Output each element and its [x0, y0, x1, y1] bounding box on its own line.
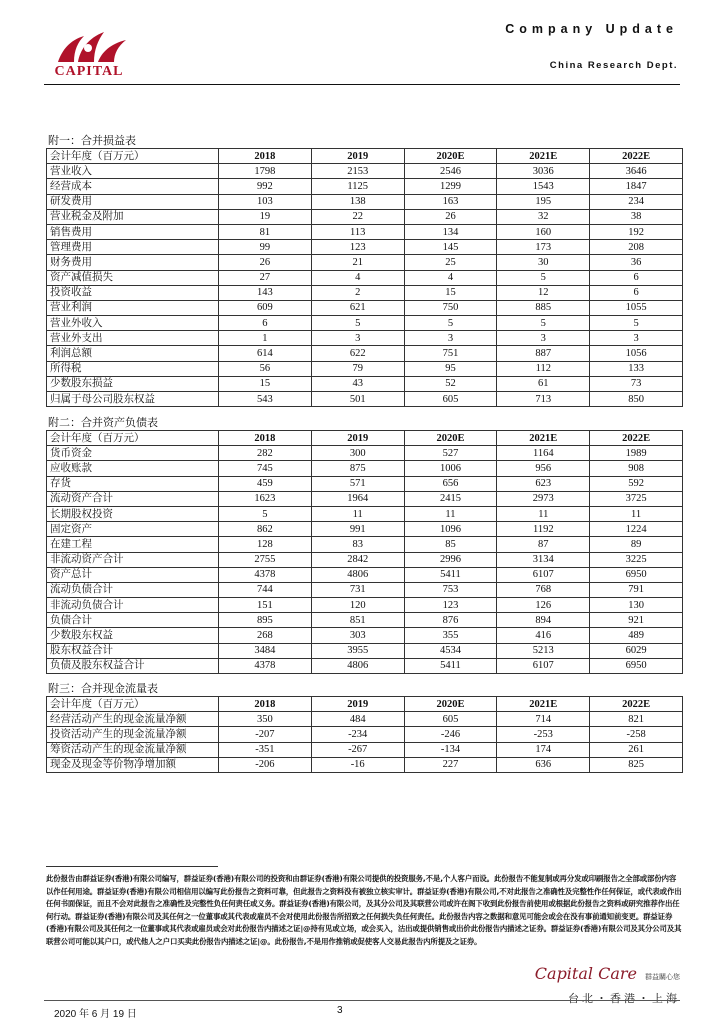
table-cell: 350 — [219, 712, 312, 727]
row-label: 营业收入 — [47, 164, 219, 179]
table-cell: 605 — [404, 712, 497, 727]
income-statement-caption: 附一：合并损益表 — [48, 135, 136, 147]
table-cell: 21 — [311, 255, 404, 270]
row-label: 营业利润 — [47, 300, 219, 315]
logo-wordmark: CAPITAL — [54, 64, 124, 79]
column-header-year: 2019 — [311, 149, 404, 164]
column-header-year: 2018 — [219, 149, 312, 164]
table-cell: 1224 — [590, 522, 683, 537]
table-cell: 300 — [311, 446, 404, 461]
report-type-title: Company Update — [505, 22, 678, 36]
page-number: 3 — [337, 1005, 343, 1016]
table-cell: 173 — [497, 240, 590, 255]
table-cell: 2842 — [311, 552, 404, 567]
table-row — [47, 194, 683, 209]
table-cell: 4378 — [219, 567, 312, 582]
column-header-year: 2021E — [497, 149, 590, 164]
table-cell: -16 — [311, 757, 404, 772]
department-label: China Research Dept. — [549, 60, 678, 71]
row-label: 管理费用 — [47, 240, 219, 255]
table-cell: 825 — [590, 757, 683, 772]
table-row — [47, 331, 683, 346]
row-label: 非流动资产合计 — [47, 552, 219, 567]
table-row — [47, 461, 683, 476]
income-statement-table — [46, 148, 683, 407]
row-label: 固定资产 — [47, 522, 219, 537]
row-label: 投资收益 — [47, 285, 219, 300]
row-label: 在建工程 — [47, 537, 219, 552]
table-cell: 956 — [497, 461, 590, 476]
table-cell: 4534 — [404, 643, 497, 658]
table-row — [47, 240, 683, 255]
row-label: 流动资产合计 — [47, 491, 219, 506]
table-cell: 731 — [311, 582, 404, 597]
row-label: 资产总计 — [47, 567, 219, 582]
table-cell: 1 — [219, 331, 312, 346]
table-cell: 5213 — [497, 643, 590, 658]
table-cell: 5 — [497, 316, 590, 331]
table-cell: 61 — [497, 376, 590, 391]
table-row — [47, 552, 683, 567]
cash-flow-caption: 附三：合并现金流量表 — [48, 683, 158, 695]
table-cell: -206 — [219, 757, 312, 772]
table-row — [47, 522, 683, 537]
table-cell: 103 — [219, 194, 312, 209]
table-row — [47, 727, 683, 742]
table-cell: 5 — [497, 270, 590, 285]
column-header-year: 2019 — [311, 431, 404, 446]
table-cell: 908 — [590, 461, 683, 476]
table-row — [47, 164, 683, 179]
table-cell: 163 — [404, 194, 497, 209]
table-cell: 3 — [311, 331, 404, 346]
table-row — [47, 316, 683, 331]
legal-disclaimer: 此份报告由群益证券(香港)有限公司编写，群益证券(香港)有限公司的投资和由群证券(香港)有限公司提供的投资服务,不是,个人客户而设。此份报告不能复制或再分发或印刷报告之全部或部份内容以作任何用途。群益证券(香港)有限公司相信用以编写此份报告之资料可靠，但此报告之资料没有被独立核实审计。群益证券(香港)有限公司,不对此报告之准确性及完整性作任何保证，或代表或作出任何书面保证，而且不会对此报告之准确性及完整性负任何责任或义务。群益证券(香港)有限公司，及其分公司及其联营公司或许在阁下收到此份报告前使用或根据此份报告之资料或研究推荐作出任何行动。群益证券(香港)有限公司及其任何之一位董事或其代表或雇员不会对使用此份报告所招致之任何损失负任何责任。此份报告内容之数据和意见可能会或会在没有事前通知前变更。群益证券(香港)有限公司及其任何之一位董事或其代表或雇员或会对此份报告内描述之证|@持有见或立场，或会买入，沽出或提供销售或出价此份报告内描述之证券。群益证券(香港)有限公司及其分公司及其联营公司可能以其户口，或代他人之户口买卖此份报告内描述之证|@。此份报告,不是用作推销或促使客人交易此报告内所提及之证券。 — [46, 874, 682, 946]
table-cell: 5 — [404, 316, 497, 331]
row-label: 少数股东权益 — [47, 628, 219, 643]
brand-cities: 台北・香港・上海 — [568, 992, 680, 1005]
table-row — [47, 476, 683, 491]
table-cell: 2415 — [404, 491, 497, 506]
table-cell: 4806 — [311, 658, 404, 673]
column-header-label: 会计年度（百万元） — [47, 149, 219, 164]
row-label: 归属于母公司股东权益 — [47, 392, 219, 407]
table-cell: -253 — [497, 727, 590, 742]
table-row — [47, 506, 683, 521]
table-cell: 123 — [311, 240, 404, 255]
table-cell: 6950 — [590, 567, 683, 582]
table-cell: 609 — [219, 300, 312, 315]
table-cell: 3646 — [590, 164, 683, 179]
table-cell: 268 — [219, 628, 312, 643]
table-cell: 2755 — [219, 552, 312, 567]
table-cell: 1543 — [497, 179, 590, 194]
table-cell: 3036 — [497, 164, 590, 179]
table-cell: 6107 — [497, 658, 590, 673]
table-cell: 750 — [404, 300, 497, 315]
table-row — [47, 346, 683, 361]
table-cell: 11 — [311, 506, 404, 521]
table-cell: 174 — [497, 742, 590, 757]
row-label: 存货 — [47, 476, 219, 491]
table-row — [47, 209, 683, 224]
table-cell: 56 — [219, 361, 312, 376]
table-cell: 151 — [219, 598, 312, 613]
table-row — [47, 598, 683, 613]
table-cell: 3 — [590, 331, 683, 346]
table-cell: -234 — [311, 727, 404, 742]
table-cell: 713 — [497, 392, 590, 407]
table-cell: 623 — [497, 476, 590, 491]
cash-flow-table — [46, 696, 683, 773]
table-cell: 12 — [497, 285, 590, 300]
table-cell: 32 — [497, 209, 590, 224]
table-cell: 27 — [219, 270, 312, 285]
table-cell: 19 — [219, 209, 312, 224]
balance-sheet-table — [46, 430, 683, 674]
table-row — [47, 255, 683, 270]
column-header-year: 2019 — [311, 697, 404, 712]
table-cell: 133 — [590, 361, 683, 376]
table-row — [47, 643, 683, 658]
table-cell: 208 — [590, 240, 683, 255]
table-cell: 87 — [497, 537, 590, 552]
table-cell: 195 — [497, 194, 590, 209]
table-cell: 282 — [219, 446, 312, 461]
row-label: 所得税 — [47, 361, 219, 376]
table-cell: 1964 — [311, 491, 404, 506]
table-cell: 876 — [404, 613, 497, 628]
table-cell: -258 — [590, 727, 683, 742]
table-cell: 26 — [219, 255, 312, 270]
table-cell: 714 — [497, 712, 590, 727]
table-cell: 4806 — [311, 567, 404, 582]
table-cell: 3 — [404, 331, 497, 346]
table-row — [47, 712, 683, 727]
table-row — [47, 537, 683, 552]
row-label: 利润总额 — [47, 346, 219, 361]
table-cell: 2996 — [404, 552, 497, 567]
table-cell: 5 — [311, 316, 404, 331]
table-cell: -267 — [311, 742, 404, 757]
table-cell: 26 — [404, 209, 497, 224]
column-header-year: 2022E — [590, 697, 683, 712]
table-cell: 22 — [311, 209, 404, 224]
table-cell: 543 — [219, 392, 312, 407]
table-row — [47, 224, 683, 239]
table-cell: 73 — [590, 376, 683, 391]
table-cell: 4378 — [219, 658, 312, 673]
row-label: 销售费用 — [47, 224, 219, 239]
table-cell: 1055 — [590, 300, 683, 315]
balance-sheet-section — [46, 416, 682, 674]
table-cell: 138 — [311, 194, 404, 209]
table-row — [47, 361, 683, 376]
table-cell: 744 — [219, 582, 312, 597]
footnote-rule — [46, 866, 218, 867]
table-cell: 6029 — [590, 643, 683, 658]
table-cell: 85 — [404, 537, 497, 552]
table-cell: 3 — [497, 331, 590, 346]
table-cell: 592 — [590, 476, 683, 491]
table-cell: 355 — [404, 628, 497, 643]
table-cell: 622 — [311, 346, 404, 361]
row-label: 长期股权投资 — [47, 506, 219, 521]
table-cell: 143 — [219, 285, 312, 300]
table-row — [47, 392, 683, 407]
table-cell: 160 — [497, 224, 590, 239]
table-cell: 261 — [590, 742, 683, 757]
table-row — [47, 300, 683, 315]
column-header-year: 2020E — [404, 431, 497, 446]
table-cell: 5411 — [404, 567, 497, 582]
table-cell: 52 — [404, 376, 497, 391]
table-cell: -207 — [219, 727, 312, 742]
column-header-year: 2022E — [590, 431, 683, 446]
row-label: 营业外收入 — [47, 316, 219, 331]
row-label: 资产减值损失 — [47, 270, 219, 285]
table-cell: -351 — [219, 742, 312, 757]
column-header-year: 2018 — [219, 431, 312, 446]
table-cell: 527 — [404, 446, 497, 461]
table-cell: 501 — [311, 392, 404, 407]
table-row — [47, 582, 683, 597]
table-cell: 113 — [311, 224, 404, 239]
table-row — [47, 757, 683, 772]
table-cell: 227 — [404, 757, 497, 772]
table-cell: 484 — [311, 712, 404, 727]
row-label: 货币资金 — [47, 446, 219, 461]
row-label: 现金及现金等价物净增加额 — [47, 757, 219, 772]
row-label: 流动负债合计 — [47, 582, 219, 597]
table-cell: 79 — [311, 361, 404, 376]
table-cell: 25 — [404, 255, 497, 270]
table-cell: 6107 — [497, 567, 590, 582]
row-label: 股东权益合计 — [47, 643, 219, 658]
row-label: 经营活动产生的现金流量净额 — [47, 712, 219, 727]
table-cell: -134 — [404, 742, 497, 757]
table-cell: 6 — [590, 270, 683, 285]
table-cell: 1299 — [404, 179, 497, 194]
table-cell: 99 — [219, 240, 312, 255]
table-cell: 1798 — [219, 164, 312, 179]
table-row — [47, 628, 683, 643]
table-cell: 134 — [404, 224, 497, 239]
table-cell: 895 — [219, 613, 312, 628]
table-cell: 571 — [311, 476, 404, 491]
header-divider — [44, 84, 680, 85]
table-row — [47, 658, 683, 673]
table-cell: 1164 — [497, 446, 590, 461]
table-cell: 1989 — [590, 446, 683, 461]
table-cell: 4 — [311, 270, 404, 285]
table-header-row — [47, 697, 683, 712]
table-cell: 130 — [590, 598, 683, 613]
table-cell: 128 — [219, 537, 312, 552]
column-header-year: 2020E — [404, 149, 497, 164]
table-cell: 38 — [590, 209, 683, 224]
table-row — [47, 491, 683, 506]
table-cell: 991 — [311, 522, 404, 537]
table-cell: 3225 — [590, 552, 683, 567]
table-cell: 605 — [404, 392, 497, 407]
table-cell: 992 — [219, 179, 312, 194]
row-label: 研发费用 — [47, 194, 219, 209]
table-cell: 791 — [590, 582, 683, 597]
table-cell: 887 — [497, 346, 590, 361]
table-cell: 894 — [497, 613, 590, 628]
table-cell: 416 — [497, 628, 590, 643]
table-cell: 621 — [311, 300, 404, 315]
table-cell: 636 — [497, 757, 590, 772]
table-cell: 120 — [311, 598, 404, 613]
table-cell: 43 — [311, 376, 404, 391]
table-cell: 234 — [590, 194, 683, 209]
table-header-row — [47, 431, 683, 446]
table-cell: 112 — [497, 361, 590, 376]
table-cell: 89 — [590, 537, 683, 552]
row-label: 营业税金及附加 — [47, 209, 219, 224]
table-cell: 3955 — [311, 643, 404, 658]
column-header-label: 会计年度（百万元） — [47, 431, 219, 446]
table-row — [47, 376, 683, 391]
row-label: 经营成本 — [47, 179, 219, 194]
table-cell: 1125 — [311, 179, 404, 194]
brand-slogan: 群益關心您 — [645, 973, 680, 981]
table-cell: 1096 — [404, 522, 497, 537]
row-label: 营业外支出 — [47, 331, 219, 346]
table-header-row — [47, 149, 683, 164]
table-cell: 4 — [404, 270, 497, 285]
table-cell: 751 — [404, 346, 497, 361]
table-cell: 656 — [404, 476, 497, 491]
table-row — [47, 270, 683, 285]
table-cell: 30 — [497, 255, 590, 270]
row-label: 应收账款 — [47, 461, 219, 476]
balance-sheet-caption: 附二：合并资产负债表 — [48, 417, 158, 429]
row-label: 财务费用 — [47, 255, 219, 270]
table-cell: 614 — [219, 346, 312, 361]
table-cell: 192 — [590, 224, 683, 239]
table-row — [47, 446, 683, 461]
column-header-label: 会计年度（百万元） — [47, 697, 219, 712]
table-cell: 875 — [311, 461, 404, 476]
table-row — [47, 613, 683, 628]
table-cell: 15 — [219, 376, 312, 391]
brand-script-text: Capital Care — [534, 964, 637, 983]
row-label: 负债及股东权益合计 — [47, 658, 219, 673]
table-cell: 5 — [590, 316, 683, 331]
table-cell: 5411 — [404, 658, 497, 673]
income-statement-section — [46, 134, 682, 407]
table-row — [47, 567, 683, 582]
table-cell: 6950 — [590, 658, 683, 673]
table-cell: 83 — [311, 537, 404, 552]
row-label: 筹资活动产生的现金流量净额 — [47, 742, 219, 757]
column-header-year: 2022E — [590, 149, 683, 164]
table-cell: 1192 — [497, 522, 590, 537]
table-row — [47, 179, 683, 194]
table-cell: 6 — [219, 316, 312, 331]
table-cell: 81 — [219, 224, 312, 239]
column-header-year: 2021E — [497, 697, 590, 712]
table-cell: 11 — [497, 506, 590, 521]
table-cell: 36 — [590, 255, 683, 270]
table-row — [47, 742, 683, 757]
table-cell: 850 — [590, 392, 683, 407]
table-cell: 11 — [590, 506, 683, 521]
column-header-year: 2021E — [497, 431, 590, 446]
table-cell: 303 — [311, 628, 404, 643]
table-cell: 123 — [404, 598, 497, 613]
table-cell: 921 — [590, 613, 683, 628]
column-header-year: 2020E — [404, 697, 497, 712]
row-label: 非流动负债合计 — [47, 598, 219, 613]
table-cell: 11 — [404, 506, 497, 521]
row-label: 少数股东损益 — [47, 376, 219, 391]
table-cell: 6 — [590, 285, 683, 300]
table-cell: 753 — [404, 582, 497, 597]
column-header-year: 2018 — [219, 697, 312, 712]
table-cell: 2973 — [497, 491, 590, 506]
report-date: 2020 年 6 月 19 日 — [54, 1009, 137, 1020]
table-cell: 821 — [590, 712, 683, 727]
table-row — [47, 285, 683, 300]
table-cell: 1006 — [404, 461, 497, 476]
table-cell: 95 — [404, 361, 497, 376]
table-cell: 3134 — [497, 552, 590, 567]
table-cell: 2153 — [311, 164, 404, 179]
table-cell: 1056 — [590, 346, 683, 361]
table-cell: 851 — [311, 613, 404, 628]
row-label: 负债合计 — [47, 613, 219, 628]
footer-divider — [44, 1000, 680, 1001]
table-cell: 2 — [311, 285, 404, 300]
cash-flow-section — [46, 682, 682, 773]
table-cell: 885 — [497, 300, 590, 315]
table-cell: 1847 — [590, 179, 683, 194]
table-cell: 2546 — [404, 164, 497, 179]
table-cell: 459 — [219, 476, 312, 491]
row-label: 投资活动产生的现金流量净额 — [47, 727, 219, 742]
table-cell: 3725 — [590, 491, 683, 506]
table-cell: 862 — [219, 522, 312, 537]
table-cell: -246 — [404, 727, 497, 742]
table-cell: 3484 — [219, 643, 312, 658]
table-cell: 745 — [219, 461, 312, 476]
table-cell: 126 — [497, 598, 590, 613]
table-cell: 5 — [219, 506, 312, 521]
table-cell: 145 — [404, 240, 497, 255]
table-cell: 768 — [497, 582, 590, 597]
table-cell: 489 — [590, 628, 683, 643]
table-cell: 1623 — [219, 491, 312, 506]
table-cell: 15 — [404, 285, 497, 300]
